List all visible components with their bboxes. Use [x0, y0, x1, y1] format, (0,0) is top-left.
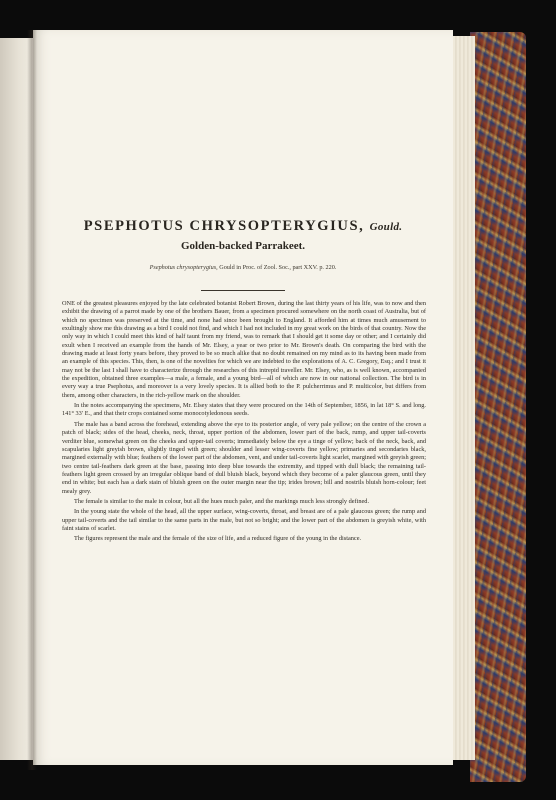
article-body [62, 300, 426, 546]
species-name: PSEPHOTUS CHRYSOPTERYGIUS, [83, 218, 365, 234]
paragraph: The figures represent the male and the female of the size of life, and a reduced figure of the young in the distance. [74, 535, 362, 543]
species-author: Gould. [369, 221, 403, 233]
synonym-reference [33, 264, 453, 271]
synonym-citation: Gould in Proc. of Zool. Soc., part XXV. p. 220. [219, 264, 337, 271]
paragraph: The male has a band across the forehead, extending above the eye to its posterior angle, of very pale yellow; on the centre of the crown a patch of black; sides of the head, cheeks, neck, throat, upper portion of the abdomen, lower part of the back, rump, and upper tail-coverts verditer blue, somewhat green on the cheeks and upper-tail coverts; immediately below the eye a tinge of yellow; back of the neck, back, and scapularies light greyish brown, slightly tinged with green; shoulder and lesser wing-coverts fine yellow; primaries and secondaries black, margined externally with blue; feathers of the lower part of the abdomen, vent, and under tail-coverts light scarlet, margined with greyish green; two centre tail-feathers dark green at the base, passing into deep blue towards the extremity, and tipped with dull black; the remaining tail-feathers light green crossed by an irregular oblique band of dull bluish black, beyond which they become of a paler glaucous green, until they end in white; but each has a dark stain of bluish green on the outer margin near the tip; irides brown; bill and nostrils bluish horn-colour; feet mealy grey. [62, 420, 426, 495]
paragraph: In the young state the whole of the head, all the upper surface, wing-coverts, throat, and breast are of a pale glaucous green; the rump and upper tail-coverts and the tail similar to the same parts in the male, but not so bright; and the lower part of the abdomen is greyish white, with faint stains of scarlet. [62, 508, 426, 532]
paragraph: ONE of the greatest pleasures enjoyed by the late celebrated botanist Robert Brown, during the last thirty years of his life, was to now and then exhibit the drawing of a parrot made by one of the brothers Bauer, from a specimen procured somewhere on the north coast of Australia, but of which no specimen was preserved at the time, and none had since been brought to England. It afforded him at times much amusement to exultingly show me this drawing as a bird I could not find, and which I had not included in my great work on the birds of that country. Now the only way in which I could meet this kind of half taunt from my friend, was to remark that I should get it some day or other; and I certainly did exult when I received an example from the hands of Mr. Elsey, a year or two prior to Mr. Brown's death. On comparing the bird with the drawing made at least forty years before, they proved to be so much alike that no doubt remained on my mind as to its having been made from an example of this species. This, then, is one of the novelties for which we are indebted to the explorations of A. C. Gregory, Esq.; and I trust it may not be the last I shall have to characterize through the researches of this intrepid traveller. Mr. Elsey, who, as is well known, accompanied the expedition, obtained three examples—a male, a female, and a young bird—all of which are now in our national collection. The bird is in every way a true Psephotus, and moreover is a very lovely species. It is allied both to the P. pulcherrimus and P. multicolor, but differs from them, among other characters, in the rich-yellow mark on the shoulder. [62, 300, 426, 399]
synonym-name: Psephotus chrysopterygius, [149, 264, 218, 271]
title-rule [201, 290, 285, 291]
marbled-book-edge [470, 32, 526, 782]
book-gutter [27, 30, 37, 770]
paragraph: In the notes accompanying the specimens, Mr. Elsey states that they were procured on the 14th of September, 1856, in lat 18° S. and long. 141° 33′ E., and that their crops contained some monocotyledonous seeds. [62, 402, 426, 418]
paragraph: The female is similar to the male in colour, but all the hues much paler, and the markings much less strongly defined. [74, 497, 370, 505]
common-name: Golden-backed Parrakeet. [180, 240, 306, 252]
book-page [33, 30, 453, 765]
species-title [33, 218, 453, 235]
